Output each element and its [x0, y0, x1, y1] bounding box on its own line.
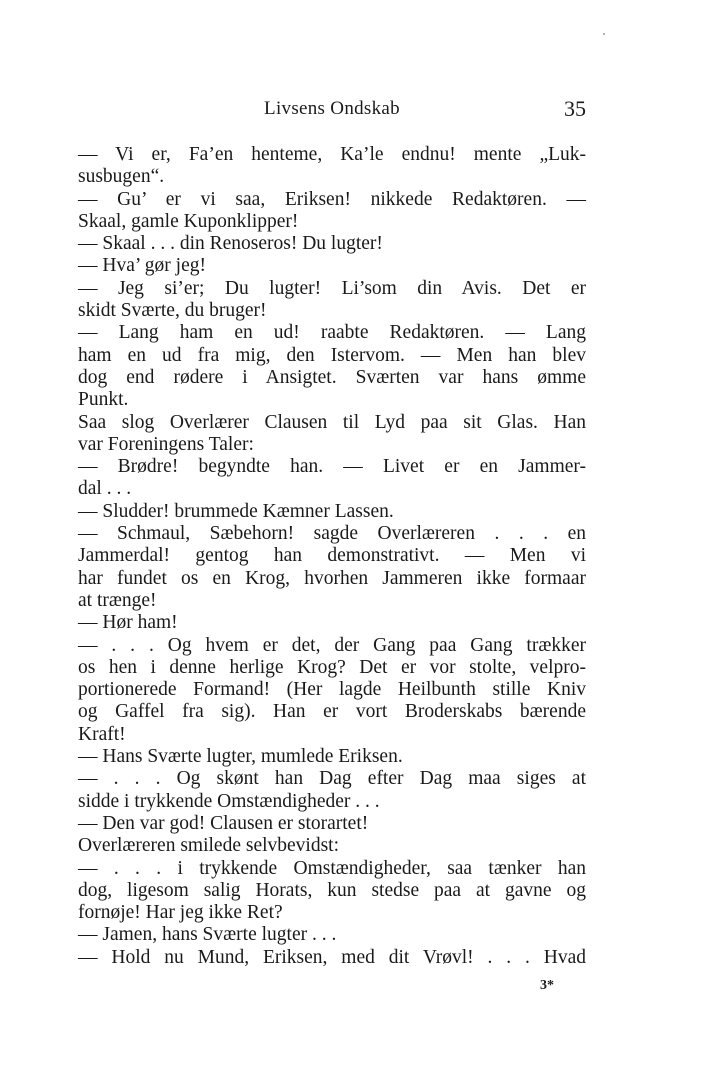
text-line: — Den var god! Clausen er storartet! — [78, 812, 369, 834]
signature-mark: 3* — [540, 978, 554, 993]
page-number: 35 — [564, 96, 586, 121]
text-line: — Hør ham! — [78, 612, 178, 634]
text-line: ham en ud fra mig, den Istervom. — Men han blev — [78, 344, 586, 366]
text-line: — Jamen, hans Sværte lugter . . . — [78, 924, 337, 946]
text-line: sidde i trykkende Omstændigheder . . . — [78, 790, 380, 812]
text-line: os hen i denne herlige Krog? Det er vor stolte, velpro- — [78, 656, 586, 678]
text-line: — Lang ham en ud! raabte Redaktøren. — Lang — [78, 322, 586, 344]
text-line: — . . . i trykkende Omstændigheder, saa tænker han — [78, 857, 586, 879]
text-line: at trænge! — [78, 589, 157, 611]
text-line: dog end rødere i Ansigtet. Sværten var hans ømme — [78, 366, 586, 388]
running-header — [78, 96, 586, 122]
text-line: — Brødre! begyndte han. — Livet er en Jammer- — [78, 456, 586, 478]
text-line: — Jeg si’er; Du lugter! Li’som din Avis. Det er — [78, 277, 586, 299]
text-line: Punkt. — [78, 389, 129, 411]
text-line: Kraft! — [78, 723, 126, 745]
text-line: — Hans Sværte lugter, mumlede Eriksen. — [78, 746, 403, 768]
text-line: — Schmaul, Sæbehorn! sagde Overlæreren . . . en — [78, 523, 586, 545]
text-line: — . . . Og skønt han Dag efter Dag maa siges at — [78, 768, 586, 790]
running-title: Livsens Ondskab — [264, 98, 400, 119]
text-line: Jammerdal! gentog han demonstrativt. — Men vi — [78, 545, 586, 567]
text-line: portionerede Formand! (Her lagde Heilbunth stille Kniv — [78, 679, 586, 701]
text-line: — Hva’ gør jeg! — [78, 255, 206, 277]
text-line: Overlæreren smilede selvbevidst: — [78, 835, 340, 857]
text-line: var Foreningens Taler: — [78, 433, 254, 455]
stray-ink-dot — [603, 33, 605, 35]
text-line: susbugen“. — [78, 166, 165, 188]
text-line: fornøje! Har jeg ikke Ret? — [78, 902, 283, 924]
text-line: — Hold nu Mund, Eriksen, med dit Vrøvl! . . . Hvad — [78, 946, 586, 968]
text-line: har fundet os en Krog, hvorhen Jammeren ikke formaar — [78, 567, 586, 589]
text-line: — Sludder! brummede Kæmner Lassen. — [78, 500, 394, 522]
text-line: — Skaal . . . din Renoseros! Du lugter! — [78, 233, 383, 255]
text-line: og Gaffel fra sig). Han er vort Broderskabs bærende — [78, 701, 586, 723]
text-line: — . . . Og hvem er det, der Gang paa Gang trækker — [78, 634, 586, 656]
text-line: dal . . . — [78, 478, 132, 500]
text-line: Skaal, gamle Kuponklipper! — [78, 210, 299, 232]
text-line: Saa slog Overlærer Clausen til Lyd paa sit Glas. Han — [78, 411, 586, 433]
text-line: — Gu’ er vi saa, Eriksen! nikkede Redaktøren. — — [78, 188, 586, 210]
text-line: dog, ligesom salig Horats, kun stedse paa at gavne og — [78, 879, 586, 901]
body-text — [78, 144, 586, 969]
text-line: skidt Sværte, du bruger! — [78, 300, 267, 322]
text-line: — Vi er, Fa’en henteme, Ka’le endnu! mente „Luk- — [78, 144, 586, 165]
